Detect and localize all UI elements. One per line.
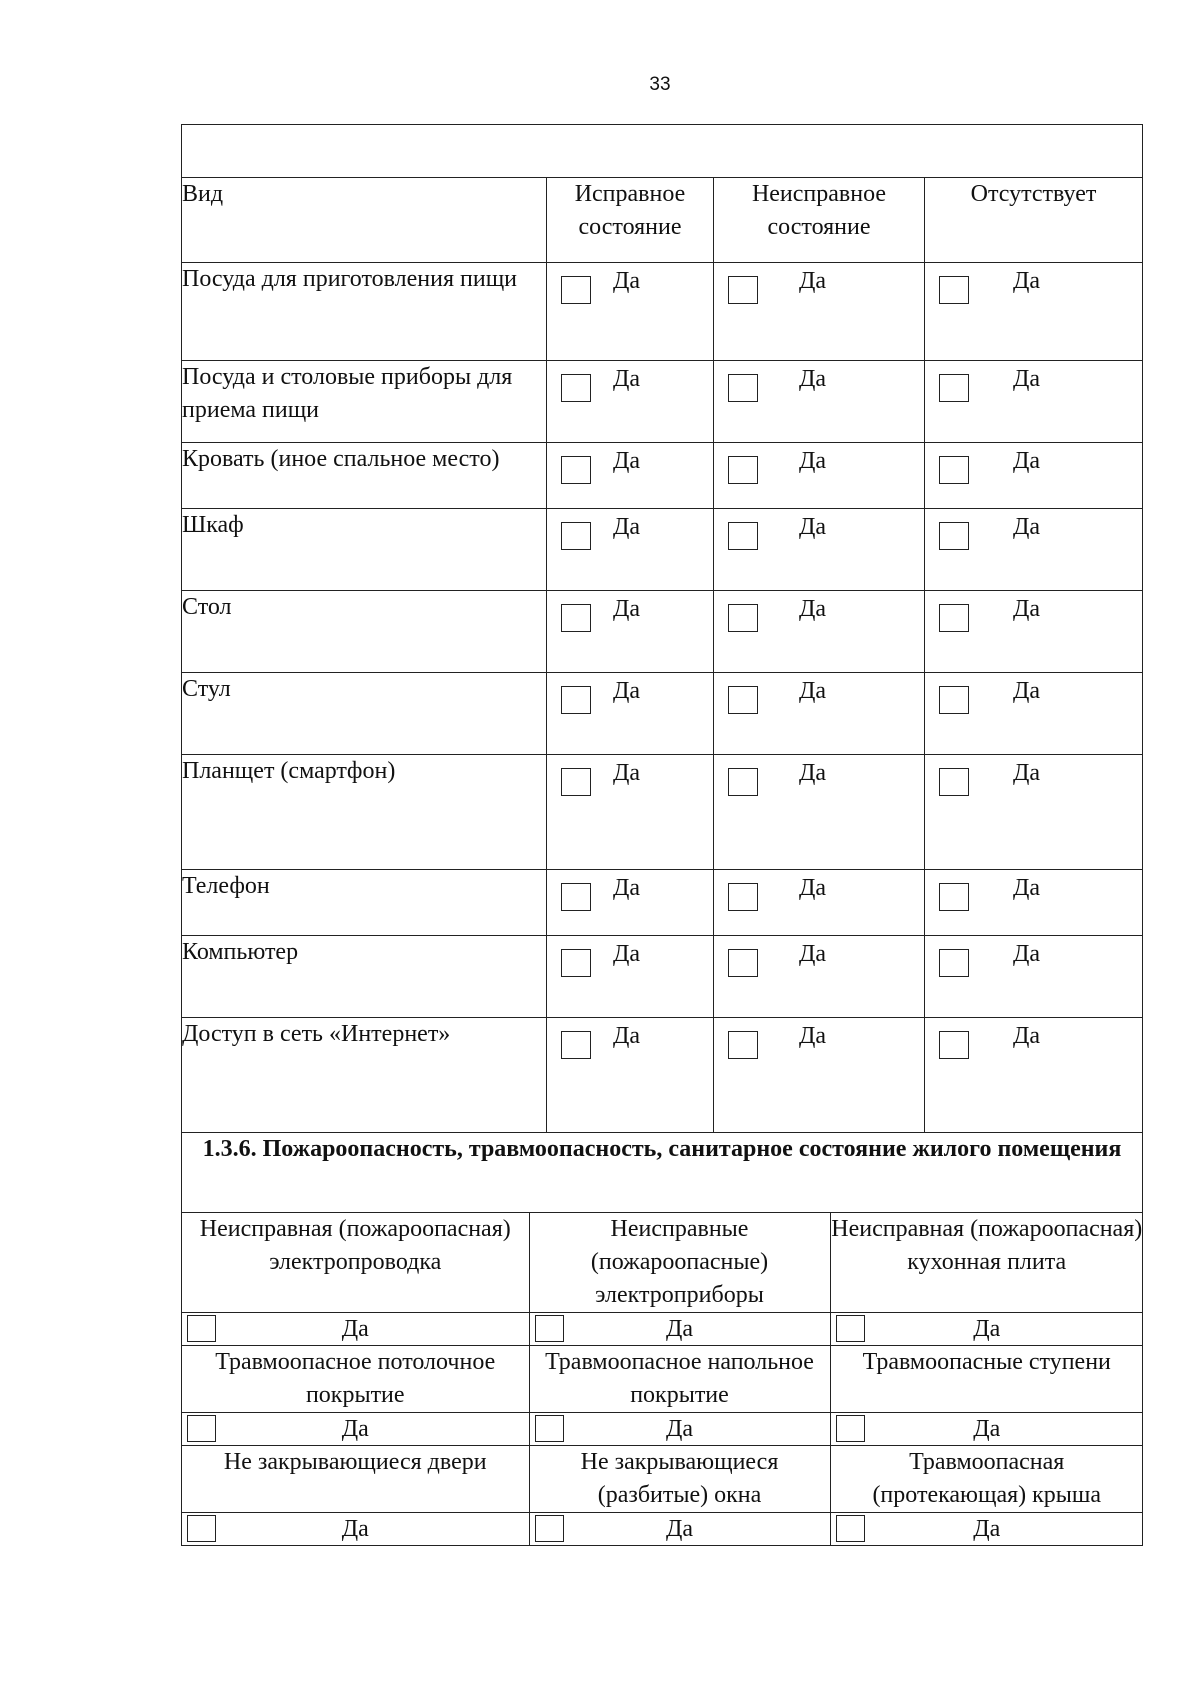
checkbox-absent[interactable] (939, 883, 969, 911)
item-row (182, 443, 1143, 509)
hazard-label: Травмоопасная (протекающая) крыша (830, 1446, 1143, 1513)
yes-label: Да (1013, 760, 1041, 786)
item-rows (182, 263, 1143, 1133)
checkbox-absent[interactable] (939, 949, 969, 977)
yes-label: Да (1013, 941, 1041, 967)
checkbox-absent[interactable] (939, 604, 969, 632)
check-cell-absent (925, 755, 1143, 870)
yes-label: Да (1013, 366, 1041, 392)
check-cell-good (547, 673, 714, 755)
yes-label: Да (973, 1416, 1001, 1442)
yes-label: Да (613, 514, 641, 540)
hazard-row (182, 1213, 1143, 1546)
hazard-checkbox[interactable] (535, 1515, 564, 1542)
column-header-bad: Неисправное состояние (714, 178, 925, 263)
hazard-label-row (182, 1213, 1143, 1313)
item-row (182, 1018, 1143, 1133)
hazard-label-row (182, 1346, 1143, 1413)
section-title: 1.3.6. Пожароопасность, травмоопасность, санитарное состояние жилого помещения (182, 1133, 1143, 1213)
item-label: Стул (182, 673, 547, 755)
hazard-checkbox[interactable] (187, 1315, 216, 1342)
yes-label: Да (1013, 678, 1041, 704)
yes-label: Да (799, 941, 827, 967)
yes-label: Да (799, 596, 827, 622)
yes-label: Да (799, 366, 827, 392)
yes-label: Да (799, 678, 827, 704)
hazard-label: Травмоопасные ступени (830, 1346, 1143, 1413)
hazard-check-cell (182, 1313, 529, 1346)
hazard-check-row (182, 1313, 1143, 1346)
hazard-cell (182, 1213, 1143, 1546)
check-cell-good (547, 870, 714, 936)
check-cell-absent (925, 870, 1143, 936)
item-label: Стол (182, 591, 547, 673)
check-cell-good (547, 591, 714, 673)
checkbox-good[interactable] (561, 456, 591, 484)
checkbox-absent[interactable] (939, 456, 969, 484)
item-label: Доступ в сеть «Интернет» (182, 1018, 547, 1133)
item-row (182, 870, 1143, 936)
yes-label: Да (1013, 268, 1041, 294)
hazard-check-cell (529, 1513, 830, 1546)
hazard-label: Неисправная (пожароопасная) электропроводка (182, 1213, 529, 1313)
hazard-check-cell (182, 1413, 529, 1446)
item-label: Планщет (смартфон) (182, 755, 547, 870)
checkbox-good[interactable] (561, 604, 591, 632)
checkbox-bad[interactable] (728, 276, 758, 304)
yes-label: Да (613, 1023, 641, 1049)
yes-label: Да (973, 1516, 1001, 1542)
item-row (182, 755, 1143, 870)
column-header-good: Исправное состояние (547, 178, 714, 263)
checkbox-absent[interactable] (939, 1031, 969, 1059)
check-cell-good (547, 936, 714, 1018)
column-header-kind: Вид (182, 178, 547, 263)
item-label: Шкаф (182, 509, 547, 591)
checkbox-good[interactable] (561, 949, 591, 977)
checkbox-good[interactable] (561, 883, 591, 911)
checkbox-bad[interactable] (728, 522, 758, 550)
hazard-check-cell (529, 1313, 830, 1346)
check-cell-good (547, 263, 714, 361)
checkbox-absent[interactable] (939, 768, 969, 796)
item-label: Компьютер (182, 936, 547, 1018)
checkbox-bad[interactable] (728, 374, 758, 402)
hazard-label: Неисправная (пожароопасная) кухонная плита (830, 1213, 1143, 1313)
yes-label: Да (341, 1316, 369, 1342)
checkbox-absent[interactable] (939, 374, 969, 402)
hazard-checkbox[interactable] (836, 1315, 865, 1342)
hazard-checkbox[interactable] (535, 1315, 564, 1342)
yes-label: Да (613, 678, 641, 704)
hazard-checkbox[interactable] (535, 1415, 564, 1442)
check-cell-good (547, 509, 714, 591)
item-label: Телефон (182, 870, 547, 936)
yes-label: Да (665, 1316, 694, 1342)
item-row (182, 673, 1143, 755)
yes-label: Да (613, 366, 641, 392)
item-row (182, 936, 1143, 1018)
checkbox-good[interactable] (561, 686, 591, 714)
hazard-label: Не закрывающиеся (разбитые) окна (529, 1446, 830, 1513)
check-cell-absent (925, 1018, 1143, 1133)
yes-label: Да (1013, 1023, 1041, 1049)
yes-label: Да (1013, 448, 1041, 474)
check-cell-absent (925, 443, 1143, 509)
item-row (182, 591, 1143, 673)
check-cell-good (547, 755, 714, 870)
check-cell-bad (714, 591, 925, 673)
equipment-table (181, 124, 1143, 1546)
yes-label: Да (613, 268, 641, 294)
hazard-checkbox[interactable] (836, 1515, 865, 1542)
checkbox-bad[interactable] (728, 1031, 758, 1059)
yes-label: Да (1013, 875, 1041, 901)
item-row (182, 361, 1143, 443)
check-cell-absent (925, 263, 1143, 361)
hazard-label: Неисправные (пожароопасные) электроприборы (529, 1213, 830, 1313)
checkbox-good[interactable] (561, 1031, 591, 1059)
yes-label: Да (613, 941, 641, 967)
yes-label: Да (613, 875, 641, 901)
item-row (182, 509, 1143, 591)
check-cell-absent (925, 936, 1143, 1018)
check-cell-bad (714, 1018, 925, 1133)
check-cell-bad (714, 263, 925, 361)
hazard-check-cell (529, 1413, 830, 1446)
yes-label: Да (799, 268, 827, 294)
checkbox-bad[interactable] (728, 686, 758, 714)
check-cell-bad (714, 443, 925, 509)
hazard-check-cell (830, 1313, 1143, 1346)
column-header-row (182, 178, 1143, 263)
checkbox-absent[interactable] (939, 522, 969, 550)
hazard-label: Не закрывающиеся двери (182, 1446, 529, 1513)
page-number: 33 (649, 74, 671, 95)
blank-header-cell (182, 125, 1143, 178)
hazard-check-cell (830, 1513, 1143, 1546)
hazard-check-cell (830, 1413, 1143, 1446)
check-cell-good (547, 443, 714, 509)
yes-label: Да (799, 760, 827, 786)
checkbox-bad[interactable] (728, 949, 758, 977)
checkbox-bad[interactable] (728, 883, 758, 911)
yes-label: Да (613, 760, 641, 786)
hazard-check-cell (182, 1513, 529, 1546)
checkbox-good[interactable] (561, 374, 591, 402)
hazard-label: Травмоопасное потолочное покрытие (182, 1346, 529, 1413)
yes-label: Да (613, 596, 641, 622)
checkbox-bad[interactable] (728, 456, 758, 484)
yes-label: Да (613, 448, 641, 474)
check-cell-bad (714, 870, 925, 936)
checkbox-bad[interactable] (728, 604, 758, 632)
hazard-label-row (182, 1446, 1143, 1513)
checkbox-good[interactable] (561, 522, 591, 550)
check-cell-absent (925, 673, 1143, 755)
checkbox-absent[interactable] (939, 276, 969, 304)
hazard-checkbox[interactable] (836, 1415, 865, 1442)
item-label: Посуда для приготовления пищи (182, 263, 547, 361)
hazard-checkbox[interactable] (187, 1515, 216, 1542)
check-cell-absent (925, 361, 1143, 443)
hazard-table (182, 1213, 1143, 1545)
check-cell-absent (925, 509, 1143, 591)
item-label: Посуда и столовые приборы для приема пищи (182, 361, 547, 443)
yes-label: Да (341, 1516, 369, 1542)
hazard-label: Травмоопасное напольное покрытие (529, 1346, 830, 1413)
blank-header-row (182, 125, 1143, 178)
check-cell-bad (714, 673, 925, 755)
checkbox-good[interactable] (561, 768, 591, 796)
checkbox-good[interactable] (561, 276, 591, 304)
hazard-rows (182, 1213, 1143, 1545)
yes-label: Да (665, 1516, 694, 1542)
check-cell-bad (714, 361, 925, 443)
hazard-checkbox[interactable] (187, 1415, 216, 1442)
yes-label: Да (799, 448, 827, 474)
section-title-row (182, 1133, 1143, 1213)
hazard-check-row (182, 1513, 1143, 1546)
check-cell-absent (925, 591, 1143, 673)
item-label: Кровать (иное спальное место) (182, 443, 547, 509)
yes-label: Да (799, 1023, 827, 1049)
yes-label: Да (1013, 514, 1041, 540)
check-cell-bad (714, 509, 925, 591)
check-cell-good (547, 361, 714, 443)
checkbox-bad[interactable] (728, 768, 758, 796)
yes-label: Да (799, 514, 827, 540)
check-cell-good (547, 1018, 714, 1133)
checkbox-absent[interactable] (939, 686, 969, 714)
yes-label: Да (665, 1416, 694, 1442)
check-cell-bad (714, 755, 925, 870)
hazard-check-row (182, 1413, 1143, 1446)
yes-label: Да (973, 1316, 1001, 1342)
column-header-absent: Отсутствует (925, 178, 1143, 263)
item-row (182, 263, 1143, 361)
yes-label: Да (1013, 596, 1041, 622)
yes-label: Да (799, 875, 827, 901)
check-cell-bad (714, 936, 925, 1018)
yes-label: Да (341, 1416, 369, 1442)
